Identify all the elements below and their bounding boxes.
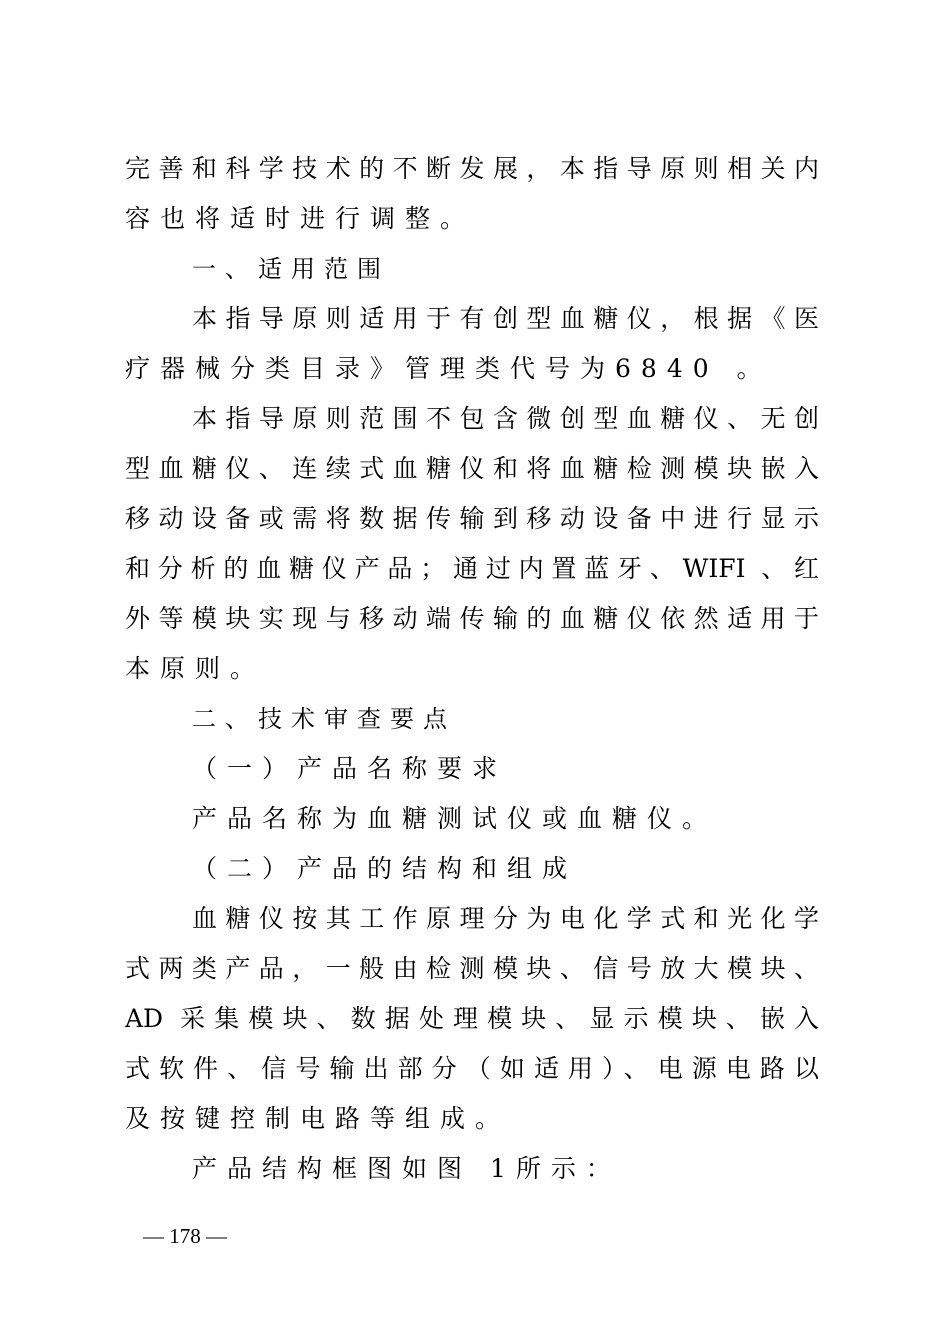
body-line-15: 式软件、信号输出部分（如适用）、电源电路以 <box>125 1054 819 1083</box>
body-line-5: 本指导原则范围不包含微创型血糖仪、无创 <box>192 404 819 433</box>
body-line-16: 及按键控制电路等组成。 <box>125 1104 511 1133</box>
body-line-13: 式两类产品，一般由检测模块、信号放大模块、 <box>125 954 819 983</box>
body-line-14: AD 采集模块、数据处理模块、显示模块、嵌入 <box>125 1004 819 1033</box>
body-line-3: 本指导原则适用于有创型血糖仪，根据《医 <box>192 304 819 333</box>
body-line-12: 血糖仪按其工作原理分为电化学式和光化学 <box>192 904 819 933</box>
body-line-11: 产品名称为血糖测试仪或血糖仪。 <box>192 804 718 833</box>
subheading-product-name: （一）产品名称要求 <box>192 754 508 783</box>
body-line-9: 外等模块实现与移动端传输的血糖仪依然适用于 <box>125 604 819 633</box>
body-line-1: 完善和科学技术的不断发展，本指导原则相关内 <box>125 154 819 183</box>
section-heading-review-points: 二、技术审查要点 <box>192 705 456 733</box>
subheading-structure: （二）产品的结构和组成 <box>192 854 578 883</box>
body-line-8: 和分析的血糖仪产品；通过内置蓝牙、WIFI 、红 <box>125 554 819 583</box>
body-line-17: 产品结构框图如图 1所示： <box>192 1154 621 1183</box>
body-line-2: 容也将适时进行调整。 <box>125 204 476 233</box>
body-line-6: 型血糖仪、连续式血糖仪和将血糖检测模块嵌入 <box>125 454 819 483</box>
page-number: — 178 — <box>143 1224 227 1248</box>
body-line-4: 疗器械分类目录》管理类代号为6840 。 <box>125 354 772 383</box>
section-heading-scope: 一、适用范围 <box>192 255 390 283</box>
body-line-10: 本原则。 <box>125 654 266 683</box>
body-line-7: 移动设备或需将数据传输到移动设备中进行显示 <box>125 504 819 533</box>
